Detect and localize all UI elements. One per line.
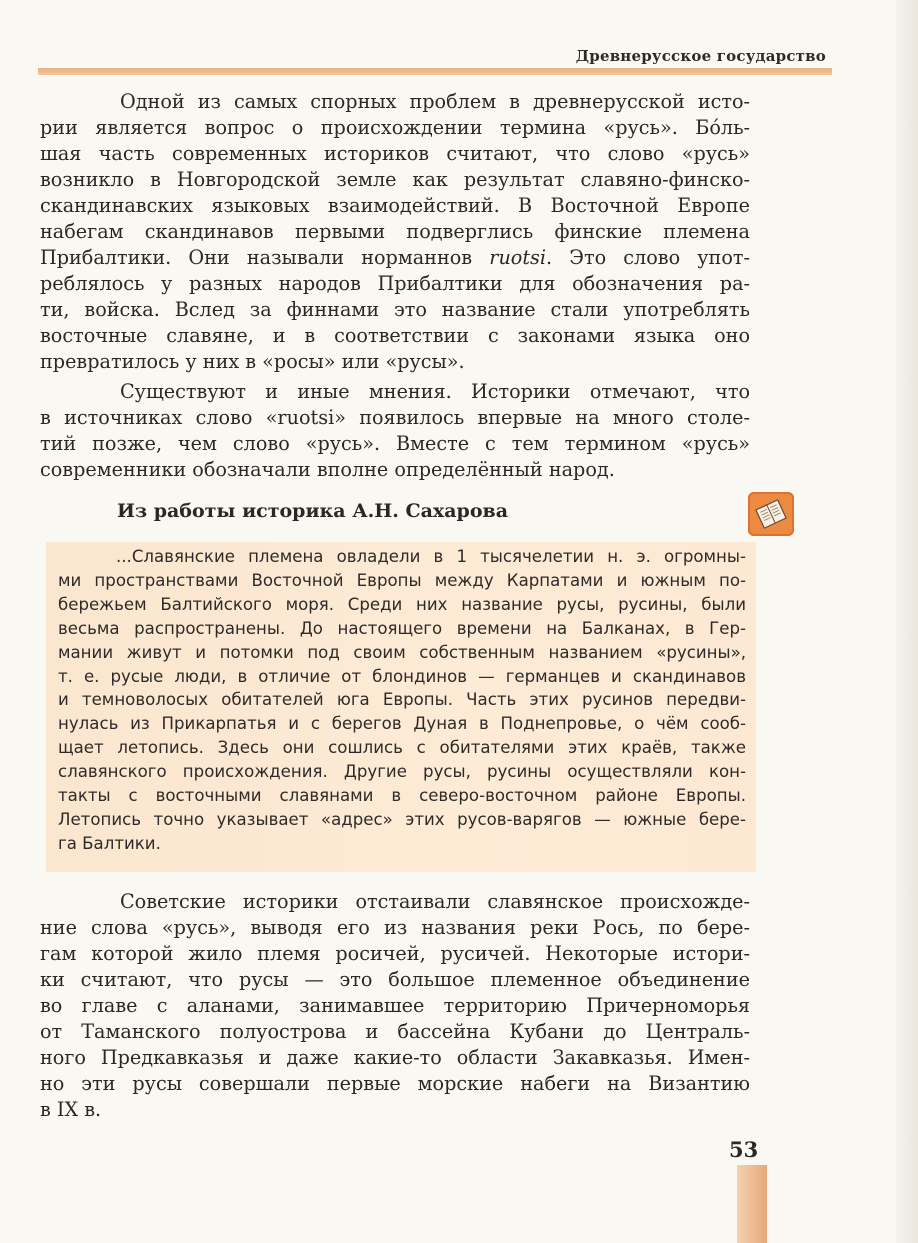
paragraph-1 (40, 89, 750, 375)
text-line: ного Предкавказья и даже какие-то области Закавказья. Имен- (40, 1046, 750, 1069)
text-line: Прибалтики. Они называли норманнов ruotsi. Это слово упот- (40, 246, 750, 269)
header-rule (38, 68, 832, 75)
section-heading: Из работы историка А.Н. Сахарова (117, 500, 509, 522)
text-line: в IX в. (40, 1098, 102, 1121)
page-edge-strip (737, 1165, 767, 1243)
paragraph-3 (40, 889, 750, 1123)
text-line: реблялось у разных народов Прибалтики для обозначения ра- (40, 272, 750, 295)
text-line: набегам скандинавов первыми подверглись финские племена (40, 220, 750, 243)
book-icon (748, 492, 794, 536)
quote-line: весьма распространены. До настоящего времени на Балканах, в Гер- (58, 618, 746, 638)
text-line: от Таманского полуострова и бассейна Кубани до Централь- (40, 1020, 750, 1043)
text-line: современники обозначали вполне определённый народ. (40, 458, 615, 481)
quote-line: мании живут и потомки под своим собственным названием «русины», (58, 642, 746, 662)
quote-line: бережьем Балтийского моря. Среди них название русы, русины, были (58, 594, 746, 614)
text-line: тий позже, чем слово «русь». Вместе с тем термином «русь» (40, 432, 750, 455)
text-line: в источниках слово «ruotsi» появилось впервые на много столе- (40, 406, 750, 429)
quote-line: нулась из Прикарпатья и с берегов Дуная в Поднепровье, о чём сооб- (58, 714, 746, 734)
page-right-margin (896, 0, 918, 1243)
text-line: рии является вопрос о происхождении термина «русь». Бо́ль- (40, 116, 750, 139)
text-line: Советские историки отстаивали славянское происхожде- (120, 890, 750, 913)
historian-quote (58, 545, 746, 856)
term-ruotsi: ruotsi (489, 246, 547, 269)
text-line: возникло в Новгородской земле как результат славяно-финско- (40, 168, 750, 191)
quote-line: такты с восточными славянами в северо-восточном районе Европы. (58, 786, 746, 806)
quote-line: ...Славянские племена овладели в 1 тысячелетии н. э. огромны- (116, 547, 746, 566)
quote-line: т. е. русые люди, в отличие от блондинов — германцев и скандинавов (58, 666, 746, 686)
quote-line: и темноволосых обитателей юга Европы. Часть этих русинов передви- (58, 690, 746, 710)
text-line: гам которой жило племя росичей, русичей. Некоторые истори- (40, 942, 750, 965)
text-line: во главе с аланами, занимавшее территорию Причерноморья (40, 994, 750, 1017)
running-header: Древнерусское государство (575, 47, 826, 65)
text-line: скандинавских языковых взаимодействий. В Восточной Европе (40, 194, 750, 217)
quote-line: га Балтики. (58, 833, 161, 853)
text-line: ти, войска. Вслед за финнами это название стали употреблять (40, 298, 750, 321)
quote-line: славянского происхождения. Другие русы, русины осуществляли кон- (58, 762, 746, 782)
text-line: ние слова «русь», выводя его из названия реки Рось, по бере- (40, 916, 750, 939)
paragraph-2 (40, 379, 750, 483)
text-line: Существуют и иные мнения. Историки отмечают, что (120, 380, 750, 403)
quote-line: щает летопись. Здесь они сошлись с обитателями этих краёв, также (58, 738, 746, 758)
text-line: превратилось у них в «росы» или «русы». (40, 350, 465, 373)
page-number: 53 (729, 1137, 759, 1162)
text-line: ки считают, что русы — это большое племенное объединение (40, 968, 750, 991)
quote-line: Летопись точно указывает «адрес» этих русов-варягов — южные бере- (58, 809, 746, 829)
text-line: восточные славяне, и в соответствии с законами языка оно (40, 324, 750, 347)
text-line: Одной из самых спорных проблем в древнерусской исто- (120, 90, 750, 113)
text-line: но эти русы совершали первые морские набеги на Византию (40, 1072, 750, 1095)
quote-line: ми пространствами Восточной Европы между Карпатами и южным по- (58, 570, 746, 590)
text-line: шая часть современных историков считают, что слово «русь» (40, 142, 750, 165)
